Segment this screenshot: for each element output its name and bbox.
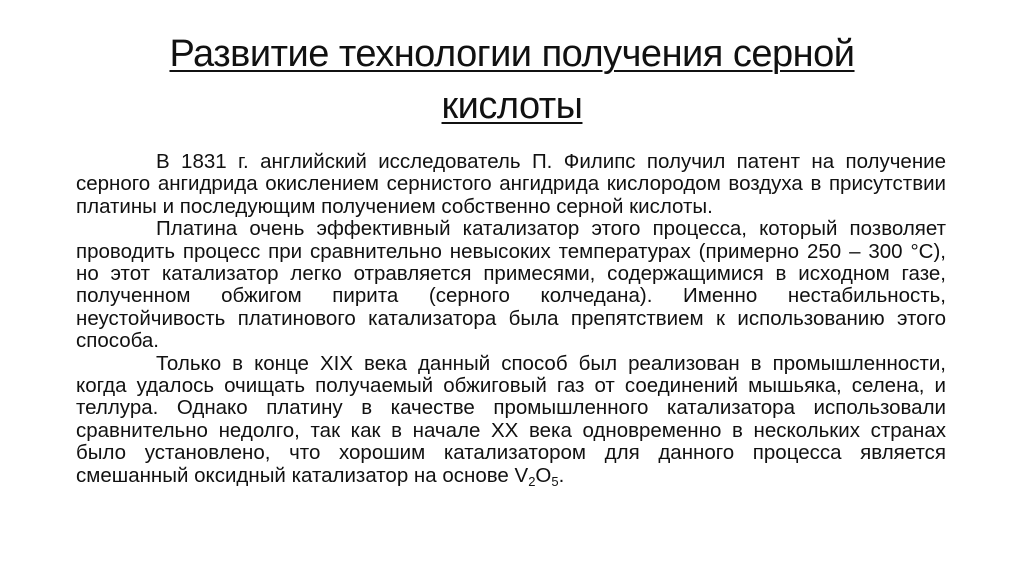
title-line-1: Развитие технологии получения серной [169, 33, 855, 75]
formula-o-subscript: 5 [551, 473, 559, 489]
paragraph-2: Платина очень эффективный катализатор этого процесса, который позволяет проводить процесс при сравнительно невысоких температурах (примерно 250 – 300 °С), но этот катализатор легко отравляется примесями, содержащимися в исходном газе, полученном обжигом пирита (серного колчедана). Именно нестабильность, неустойчивость платинового катализатора была препятствием к использованию этого способа. [76, 217, 946, 353]
paragraph-3-text: Только в конце XIX века данный способ был реализован в промышленности, когда удалось очищать получаемый обжиговый газ от соединений мышьяка, селена, и теллура. Однако платину в качестве промышленного катализатора использовали сравнительно недолго, так как в начале XX века одновременно в нескольких странах было установлено, что хорошим катализатором для данного процесса является смешанный оксидный катализатор на основе [76, 351, 946, 487]
formula-v2o5 [515, 464, 565, 487]
body-text [76, 151, 946, 487]
formula-o: O [535, 463, 552, 487]
slide-title [60, 28, 964, 132]
formula-v: V [514, 463, 529, 487]
paragraph-3 [76, 353, 946, 487]
paragraph-1: В 1831 г. английский исследователь П. Филипс получил патент на получение серного ангидрида окислением сернистого ангидрида кислородом воздуха в присутствии платины и последующим получением собственно серной кислоты. [76, 150, 946, 218]
title-line-2: кислоты [441, 85, 583, 127]
formula-v-subscript: 2 [528, 473, 536, 489]
formula-period: . [558, 463, 565, 487]
